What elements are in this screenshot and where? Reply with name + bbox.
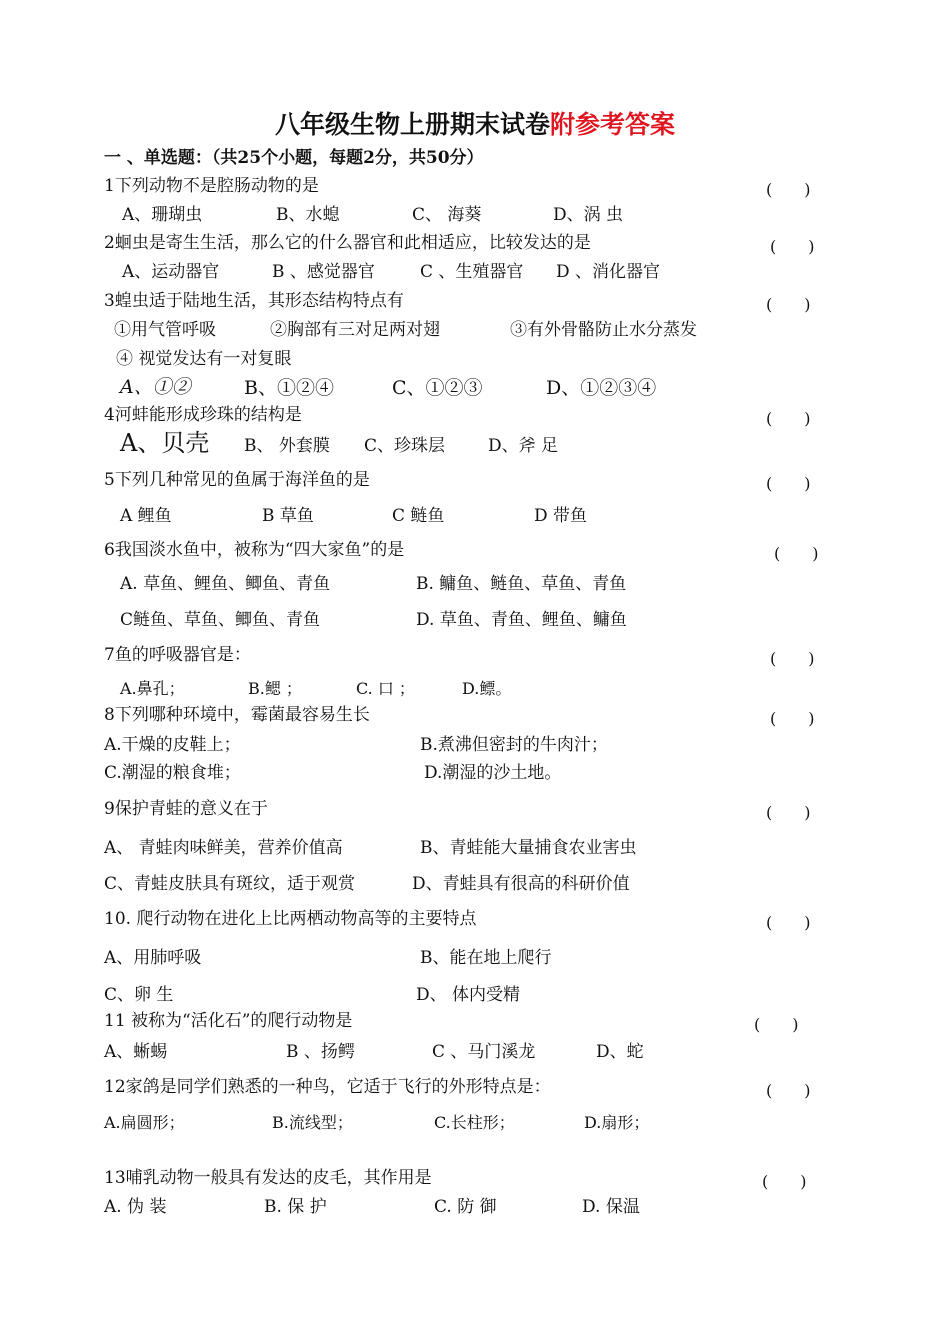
option: B、能在地上爬行 (420, 948, 552, 968)
option: C. 口 ； (356, 679, 415, 698)
option: A、①② (120, 376, 191, 398)
option: B、水螅 (276, 205, 340, 225)
option: C. 防 御 (434, 1197, 497, 1217)
section-header: 一 、单选题：（共25个小题，每题2分，共50分） (104, 148, 484, 168)
answer-blank: ( ) (762, 1172, 807, 1191)
option: B、青蛙能大量捕食农业害虫 (420, 838, 637, 858)
option: C、①②③ (392, 377, 483, 399)
option: C 鲢鱼 (392, 506, 445, 526)
option: D、 体内受精 (416, 985, 521, 1005)
option: A、用肺呼吸 (104, 948, 202, 968)
title-main: 八年级生物上册期末试卷 (274, 110, 550, 139)
option: D、涡 虫 (553, 205, 624, 225)
option: C、珍珠层 (364, 436, 446, 456)
option: A、运动器官 (122, 262, 220, 282)
option: ④ 视觉发达有一对复眼 (116, 349, 292, 369)
option: D.鳔。 (462, 679, 512, 698)
title-accent: 附参考答案 (550, 110, 676, 139)
answer-blank: ( ) (770, 709, 815, 728)
option: D、①②③④ (546, 377, 657, 399)
answer-blank: ( ) (766, 295, 811, 314)
question-stem: 5下列几种常见的鱼属于海洋鱼的是 (104, 470, 370, 490)
option: C 、生殖器官 (420, 262, 524, 282)
option: B 、感觉器官 (272, 262, 375, 282)
option: C、 海葵 (412, 205, 482, 225)
option: B 草鱼 (262, 506, 314, 526)
option: A、贝壳 (120, 429, 210, 457)
option: D 、消化器官 (556, 262, 661, 282)
option: D 带鱼 (534, 506, 588, 526)
option: A. 伪 装 (104, 1197, 167, 1217)
option: A.鼻孔； (120, 679, 185, 698)
option: D、青蛙具有很高的科研价值 (412, 874, 630, 894)
option: C、青蛙皮肤具有斑纹，适于观赏 (104, 874, 356, 894)
option: D. 保温 (582, 1197, 640, 1217)
answer-blank: ( ) (766, 409, 811, 428)
option: B.煮沸但密封的牛肉汁； (420, 735, 608, 755)
option: D、蛇 (596, 1042, 644, 1062)
question-stem: 12家鸽是同学们熟悉的一种鸟，它适于飞行的外形特点是： (104, 1077, 551, 1097)
answer-blank: ( ) (766, 1081, 811, 1100)
option: D、斧 足 (488, 436, 559, 456)
option: A.扁圆形； (104, 1113, 185, 1132)
option: C鲢鱼、草鱼、鲫鱼、青鱼 (120, 610, 321, 630)
question-stem: 6我国淡水鱼中，被称为“四大家鱼”的是 (104, 540, 405, 560)
question-stem: 8下列哪种环境中，霉菌最容易生长 (104, 705, 370, 725)
page-title (0, 110, 950, 140)
option: C.长柱形； (434, 1113, 515, 1132)
option: B、 外套膜 (244, 436, 330, 456)
option: A、蜥蜴 (104, 1042, 168, 1062)
option: D. 草鱼、青鱼、鲤鱼、鳙鱼 (416, 610, 627, 630)
question-stem: 1下列动物不是腔肠动物的是 (104, 176, 319, 196)
option: C、卵 生 (104, 985, 174, 1005)
question-stem: 11 被称为“活化石”的爬行动物是 (104, 1011, 353, 1031)
question-stem: 10. 爬行动物在进化上比两栖动物高等的主要特点 (104, 909, 477, 929)
option: A.干燥的皮鞋上； (104, 735, 241, 755)
question-stem: 3蝗虫适于陆地生活，其形态结构特点有 (104, 291, 404, 311)
answer-blank: ( ) (766, 474, 811, 493)
question-stem: 9保护青蛙的意义在于 (104, 799, 268, 819)
option: A、珊瑚虫 (122, 205, 203, 225)
answer-blank: ( ) (766, 803, 811, 822)
option: D.扇形； (584, 1113, 650, 1132)
option: B、①②④ (244, 377, 334, 399)
option: A. 草鱼、鲤鱼、鲫鱼、青鱼 (120, 574, 331, 594)
option: B. 鳙鱼、鲢鱼、草鱼、青鱼 (416, 574, 627, 594)
answer-blank: ( ) (770, 237, 815, 256)
question-stem: 2蛔虫是寄生生活，那么它的什么器官和此相适应，比较发达的是 (104, 233, 591, 253)
option: ③有外骨骼防止水分蒸发 (510, 320, 697, 340)
answer-blank: ( ) (766, 913, 811, 932)
answer-blank: ( ) (754, 1015, 799, 1034)
option: B. 保 护 (264, 1197, 327, 1217)
question-stem: 13哺乳动物一般具有发达的皮毛，其作用是 (104, 1168, 432, 1188)
answer-blank: ( ) (770, 649, 815, 668)
option: ①用气管呼吸 (114, 320, 216, 340)
option: A 鲤鱼 (120, 506, 172, 526)
option: B.流线型； (272, 1113, 353, 1132)
answer-blank: ( ) (774, 544, 819, 563)
option: B.鳃 ； (248, 679, 302, 698)
option: C 、马门溪龙 (432, 1042, 536, 1062)
option: ②胸部有三对足两对翅 (270, 320, 440, 340)
answer-blank: ( ) (766, 180, 811, 199)
option: B 、扬鳄 (286, 1042, 355, 1062)
option: A、 青蛙肉味鲜美，营养价值高 (104, 838, 343, 858)
question-stem: 7鱼的呼吸器官是： (104, 645, 251, 665)
option: D.潮湿的沙土地。 (424, 763, 562, 783)
question-stem: 4河蚌能形成珍珠的结构是 (104, 405, 302, 425)
option: C.潮湿的粮食堆； (104, 763, 241, 783)
